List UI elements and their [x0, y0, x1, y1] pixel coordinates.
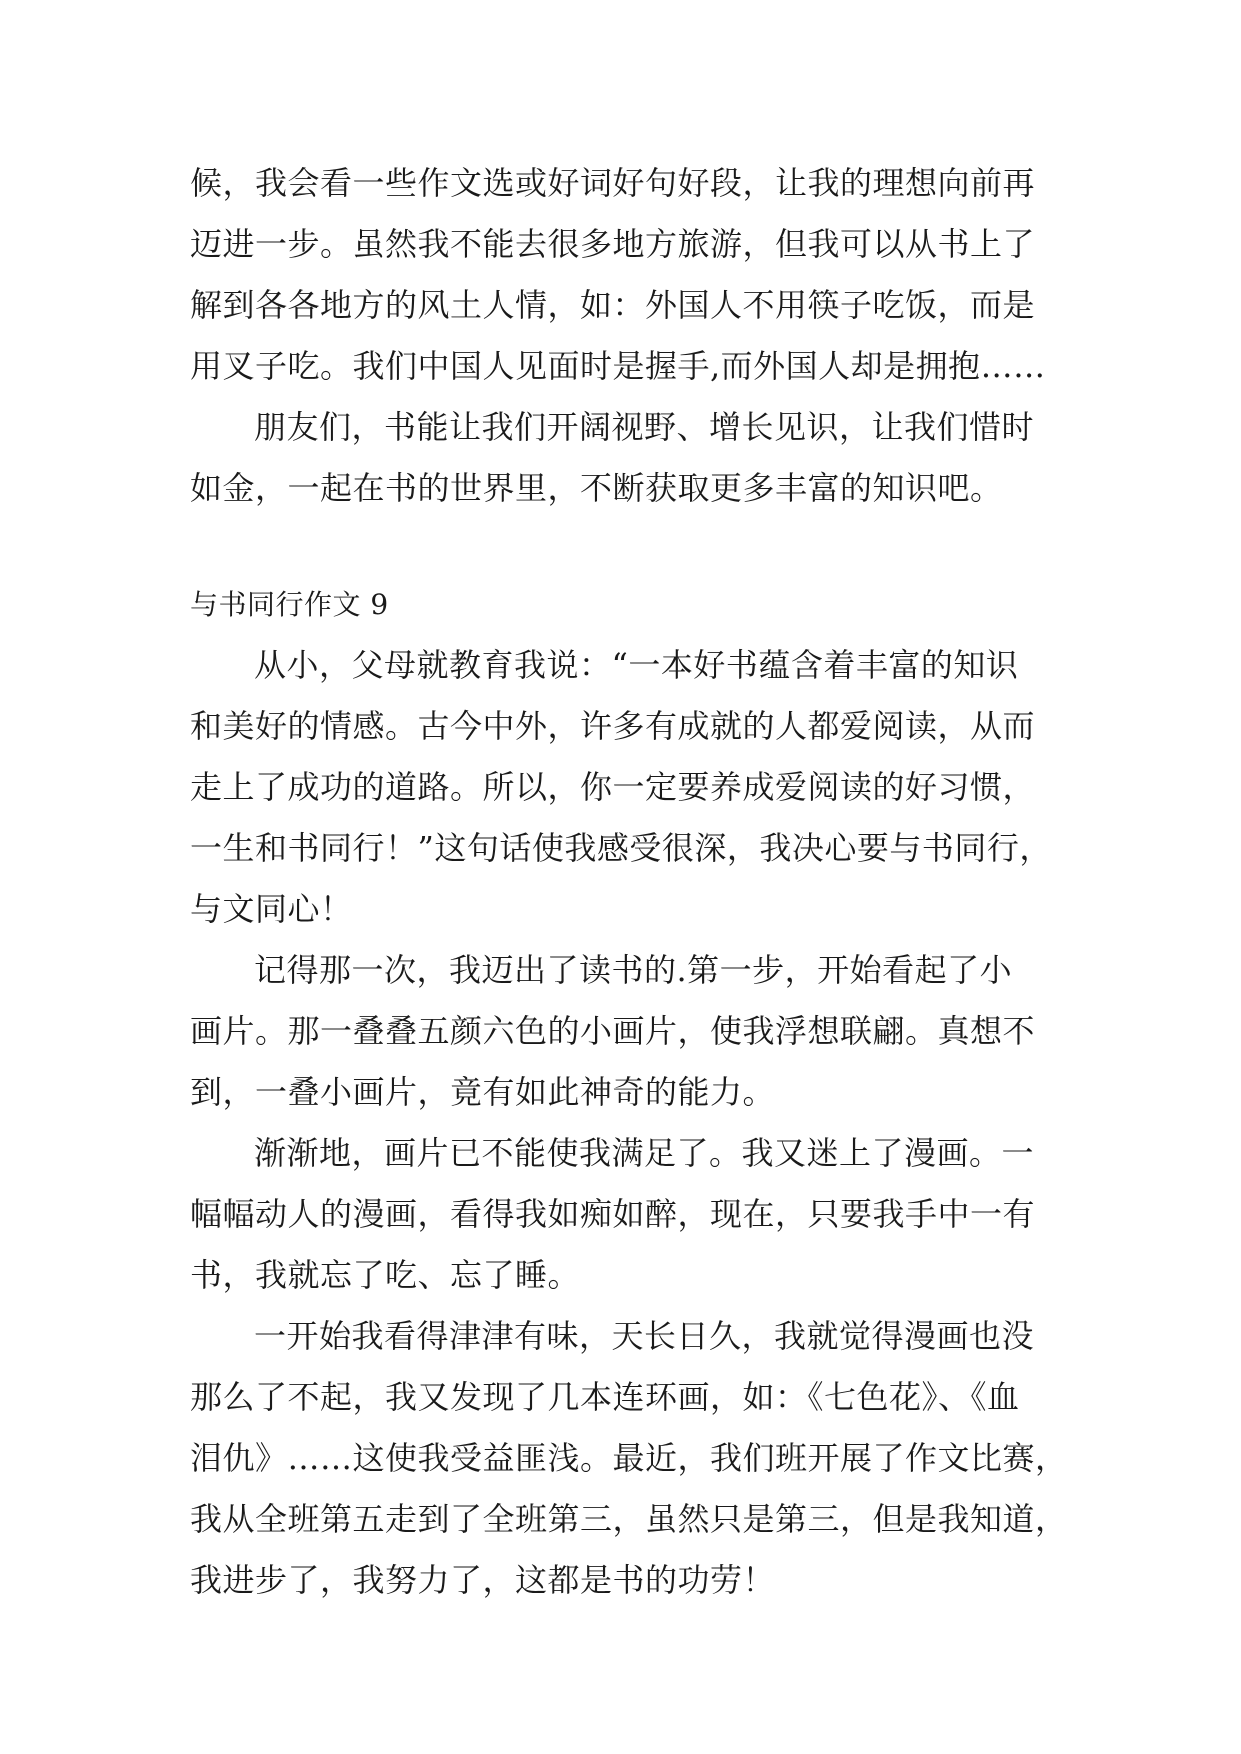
text-line: 从小，父母就教育我说：“一本好书蕴含着丰富的知识 [254, 646, 1019, 684]
text-line: 泪仇》……这使我受益匪浅。最近，我们班开展了作文比赛， [190, 1439, 1068, 1477]
text-line: 渐渐地，画片已不能使我满足了。我又迷上了漫画。一 [254, 1134, 1035, 1172]
essay-heading: 与书同行作文 9 [190, 588, 389, 621]
text-line: 与文同心！ [190, 890, 353, 928]
text-line: 一生和书同行！”这句话使我感受很深，我决心要与书同行， [190, 829, 1052, 867]
text-line: 用叉子吃。我们中国人见面时是握手,而外国人却是拥抱…… [190, 347, 1046, 385]
section-gap [190, 519, 1070, 574]
text-line: 走上了成功的道路。所以，你一定要养成爱阅读的好习惯， [190, 768, 1036, 806]
text-line: 和美好的情感。古今中外，许多有成就的人都爱阅读，从而 [190, 707, 1036, 745]
paragraph-3 [190, 1123, 1070, 1306]
paragraph-2 [190, 940, 1070, 1123]
text-line: 解到各各地方的风土人情，如：外国人不用筷子吃饭，而是 [190, 286, 1036, 324]
text-line: 迈进一步。虽然我不能去很多地方旅游，但我可以从书上了 [190, 225, 1036, 263]
text-line: 我进步了，我努力了，这都是书的功劳！ [190, 1561, 776, 1599]
text-line: 画片。那一叠叠五颜六色的小画片，使我浮想联翩。真想不 [190, 1012, 1036, 1050]
text-line: 一开始我看得津津有味，天长日久，我就觉得漫画也没 [254, 1317, 1035, 1355]
document-body [190, 153, 1070, 1611]
text-line: 到，一叠小画片，竟有如此神奇的能力。 [190, 1073, 776, 1111]
paragraph-closing [190, 397, 1070, 519]
paragraph-1 [190, 635, 1070, 940]
text-line: 那么了不起，我又发现了几本连环画，如：《七色花》、《血 [190, 1378, 1020, 1416]
text-line: 候，我会看一些作文选或好词好句好段，让我的理想向前再 [190, 164, 1036, 202]
text-line: 记得那一次，我迈出了读书的.第一步，开始看起了小 [254, 951, 1013, 989]
text-line: 朋友们，书能让我们开阔视野、增长见识，让我们惜时 [254, 408, 1035, 446]
text-line: 书，我就忘了吃、忘了睡。 [190, 1256, 581, 1294]
text-line: 我从全班第五走到了全班第三，虽然只是第三，但是我知道， [190, 1500, 1068, 1538]
paragraph-continued [190, 153, 1070, 397]
text-line: 幅幅动人的漫画，看得我如痴如醉，现在，只要我手中一有 [190, 1195, 1036, 1233]
paragraph-4 [190, 1306, 1070, 1611]
text-line: 如金，一起在书的世界里，不断获取更多丰富的知识吧。 [190, 469, 1003, 507]
